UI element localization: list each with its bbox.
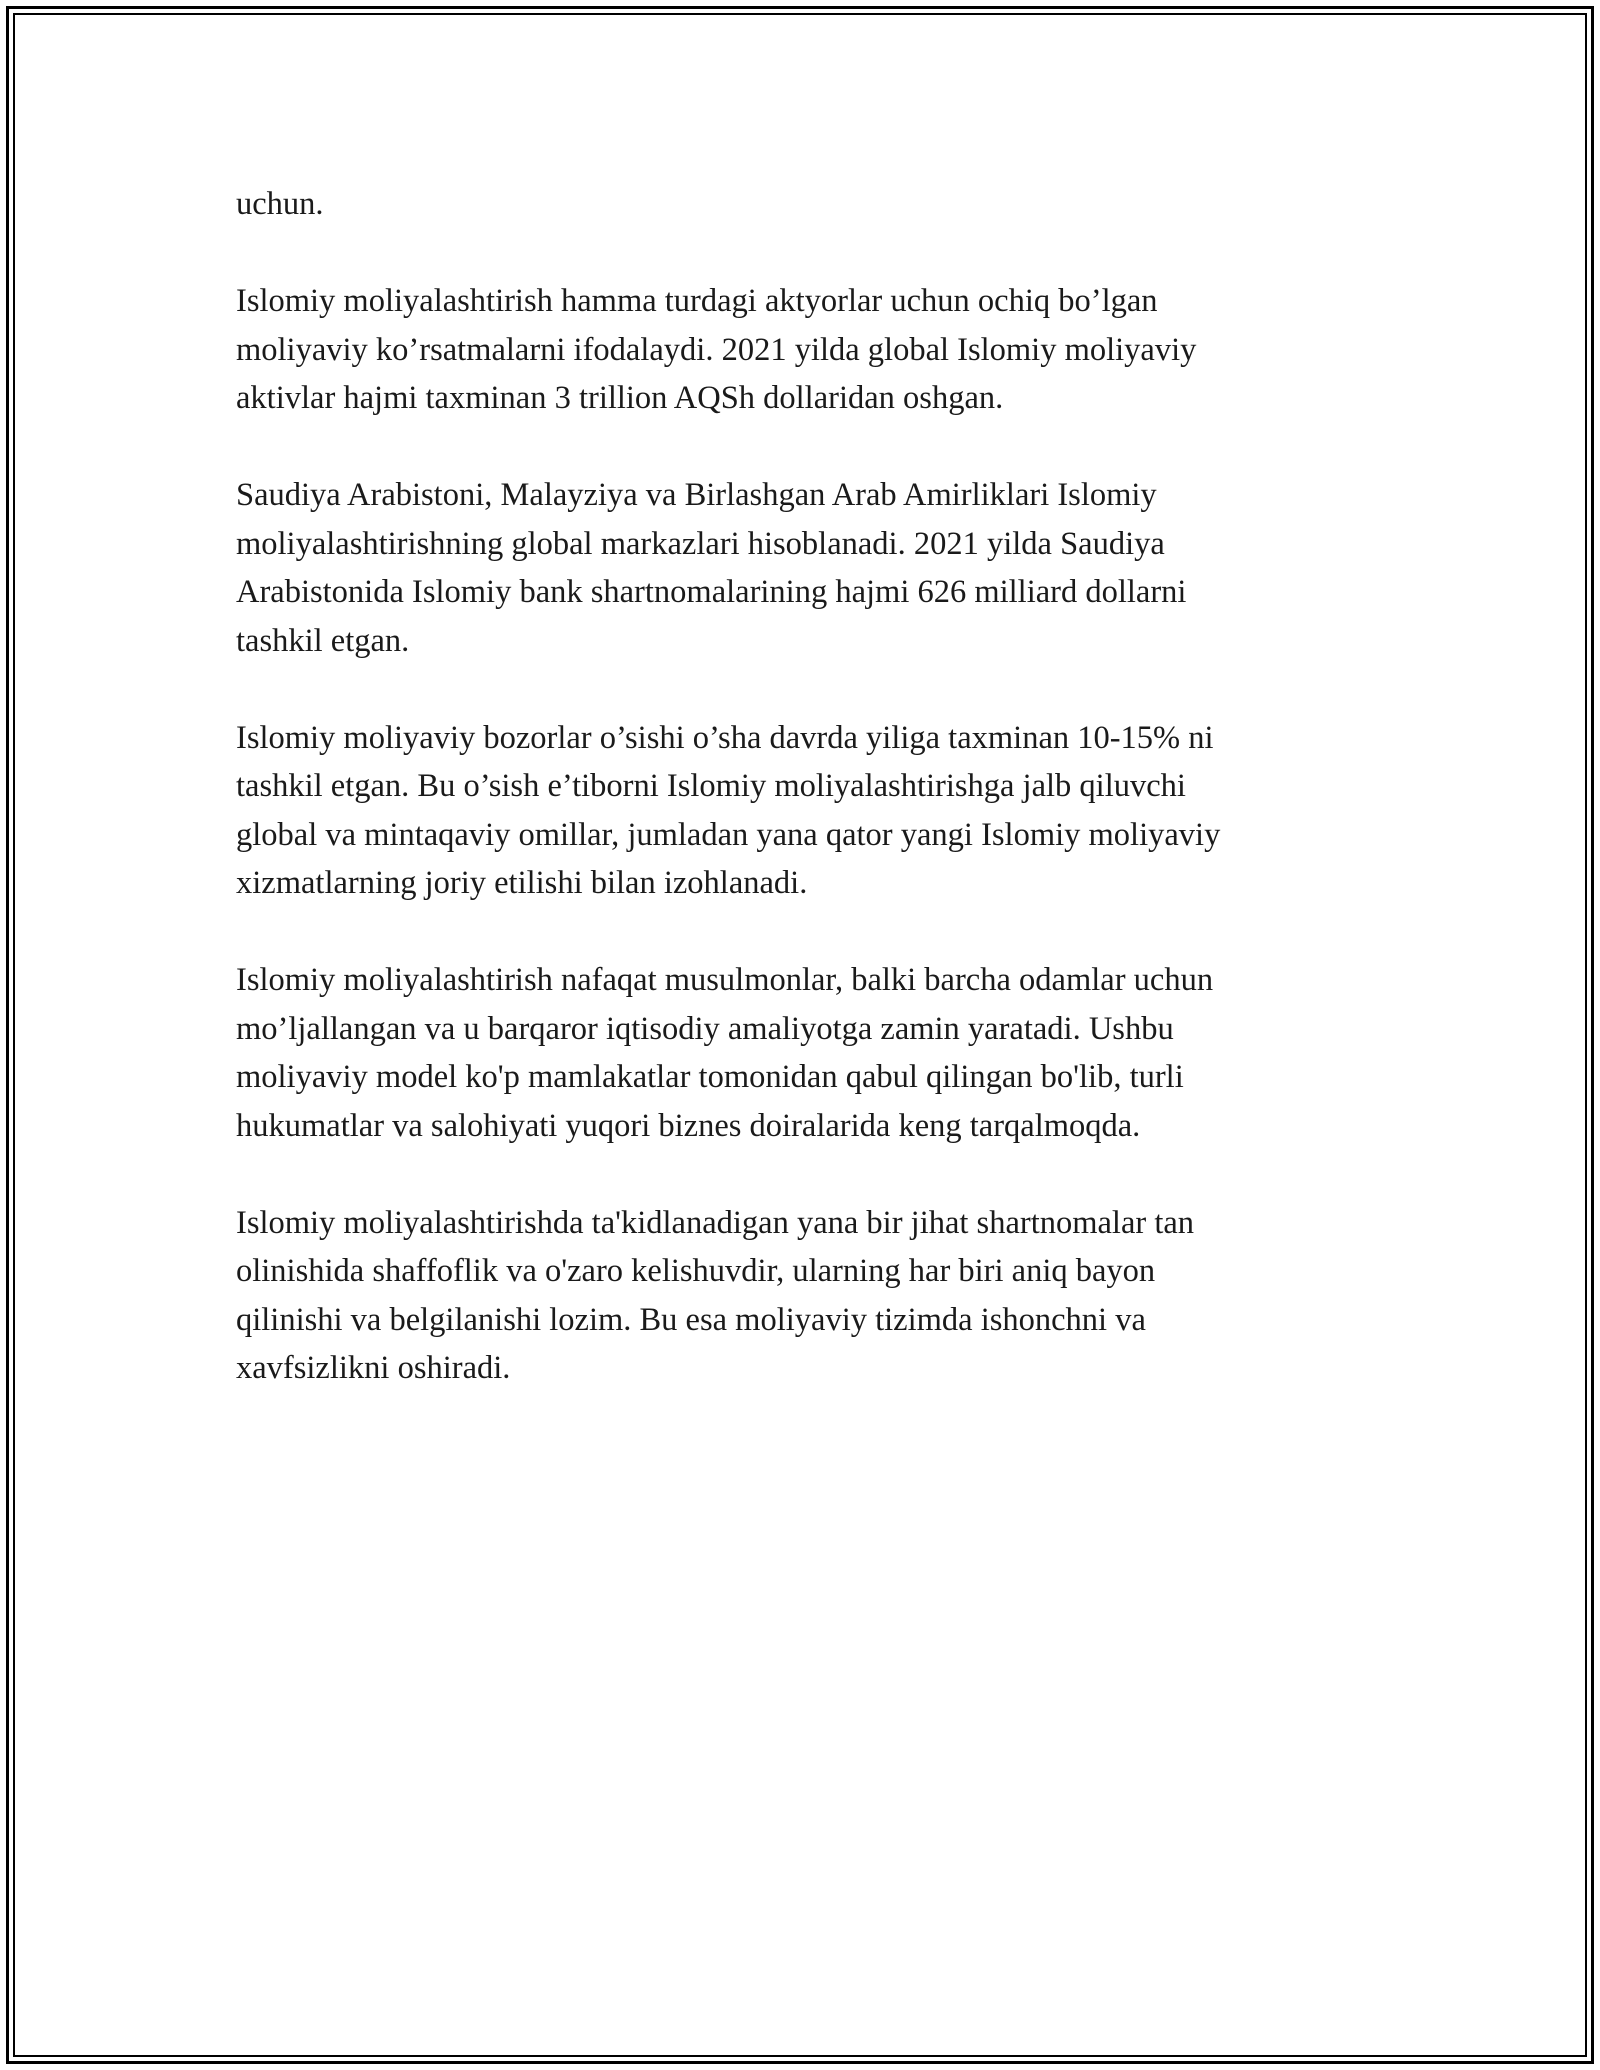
text-line: Saudiya Arabistoni, Malayziya va Birlashgan Arab Amirliklari Islomiy [236, 477, 1157, 513]
text-line: tashkil etgan. [236, 622, 410, 659]
text-line: Arabistonida Islomiy bank shartnomalarining hajmi 626 milliard dollarni [236, 574, 1187, 610]
text-line: hukumatlar va salohiyati yuqori biznes doiralarida keng tarqalmoqda. [236, 1107, 1141, 1144]
paragraph-5 [236, 956, 1376, 1150]
text-line: xavfsizlikni oshiradi. [236, 1350, 511, 1386]
text-line: mo’ljallangan va u barqaror iqtisodiy amaliyotga zamin yaratadi. Ushbu [236, 1010, 1174, 1047]
text-line: tashkil etgan. Bu o’sish e’tiborni Islomiy moliyalashtirishga jalb qiluvchi [236, 768, 1186, 804]
text-line: moliyaviy ko’rsatmalarni ifodalaydi. 2021 yilda global Islomiy moliyaviy [236, 331, 1197, 368]
text-line: aktivlar hajmi taxminan 3 trillion AQSh dollaridan oshgan. [236, 380, 1004, 416]
document-body [236, 180, 1376, 1441]
paragraph-4 [236, 714, 1376, 908]
text-line: uchun. [236, 186, 324, 222]
paragraph-2 [236, 277, 1376, 423]
text-line: Islomiy moliyalashtirishda ta'kidlanadigan yana bir jihat shartnomalar tan [236, 1204, 1195, 1241]
text-line: olinishida shaffoflik va o'zaro kelishuvdir, ularning har biri aniq bayon [236, 1253, 1156, 1289]
text-line: Islomiy moliyalashtirish hamma turdagi aktyorlar uchun ochiq bo’lgan [236, 283, 1158, 319]
text-line: moliyaviy model ko'p mamlakatlar tomonidan qabul qilingan bo'lib, turli [236, 1059, 1184, 1095]
text-line: xizmatlarning joriy etilishi bilan izohlanadi. [236, 865, 808, 901]
paragraph-3 [236, 471, 1376, 665]
text-line: moliyalashtirishning global markazlari hisoblanadi. 2021 yilda Saudiya [236, 525, 1165, 562]
text-line: qilinishi va belgilanishi lozim. Bu esa moliyaviy tizimda ishonchni va [236, 1301, 1146, 1338]
text-line: global va mintaqaviy omillar, jumladan yana qator yangi Islomiy moliyaviy [236, 816, 1221, 853]
paragraph-1 [236, 180, 1376, 229]
text-line: Islomiy moliyaviy bozorlar o’sishi o’sha davrda yiliga taxminan 10-15% ni [236, 719, 1214, 756]
text-line: Islomiy moliyalashtirish nafaqat musulmonlar, balki barcha odamlar uchun [236, 962, 1214, 998]
paragraph-6 [236, 1199, 1376, 1393]
